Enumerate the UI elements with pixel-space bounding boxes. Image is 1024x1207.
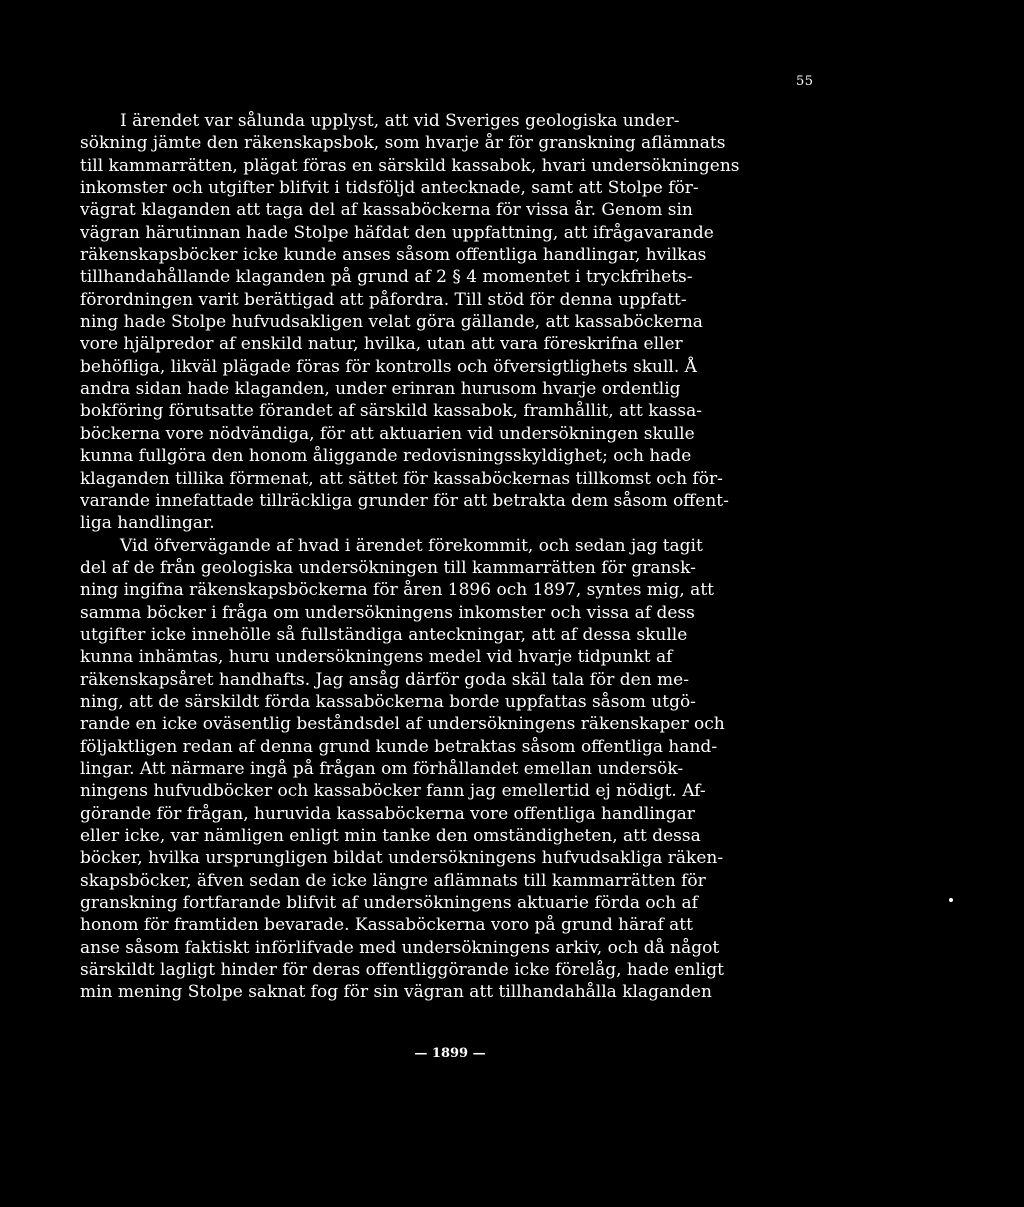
text-line: böckerna vore nödvändiga, för att aktuarien vid undersökningen skulle: [80, 423, 695, 444]
text-line: särskildt lagligt hinder för deras offentliggörande icke förelåg, hade enligt: [80, 960, 724, 981]
text-line: räkenskapsböcker icke kunde anses såsom offentliga handlingar, hvilkas: [80, 245, 707, 266]
text-line: vore hjälpredor af enskild natur, hvilka, utan att vara föreskrifna eller: [80, 334, 683, 355]
text-line: I ärendet var sålunda upplyst, att vid Sveriges geologiska under-: [120, 111, 680, 131]
text-line: eller icke, var nämligen enligt min tanke den omständigheten, att dessa: [80, 826, 701, 846]
text-line: till kammarrätten, plägat föras en särskild kassabok, hvari undersökningens: [80, 155, 740, 176]
text-line: kunna inhämtas, huru undersökningens medel vid hvarje tidpunkt af: [80, 647, 673, 668]
body-text: [80, 110, 822, 1004]
text-line: andra sidan hade klaganden, under erinran hurusom hvarje ordentlig: [80, 379, 681, 400]
text-line: ning hade Stolpe hufvudsakligen velat göra gällande, att kassaböckerna: [80, 312, 703, 333]
text-line: bokföring förutsatte förandet af särskild kassabok, framhållit, att kassa-: [80, 401, 703, 422]
text-line: skapsböcker, äfven sedan de icke längre aflämnats till kammarrätten för: [80, 870, 706, 891]
text-line: sökning jämte den räkenskapsbok, som hvarje år för granskning aflämnats: [80, 133, 726, 154]
text-line: vägrat klaganden att taga del af kassaböckerna för vissa år. Genom sin: [80, 200, 693, 221]
text-line: del af de från geologiska undersökningen till kammarrätten för gransk-: [80, 557, 696, 578]
speck-mark: [949, 898, 953, 902]
text-line: ningens hufvudböcker och kassaböcker fann jag emellertid ej nödigt. Af-: [80, 781, 706, 802]
text-line: liga handlingar.: [80, 513, 215, 534]
text-line: lingar. Att närmare ingå på frågan om förhållandet emellan undersök-: [80, 758, 684, 779]
text-line: samma böcker i fråga om undersökningens inkomster och vissa af dess: [80, 602, 695, 623]
year-footer: — 1899 —: [414, 1046, 486, 1061]
text-line: tillhandahållande klaganden på grund af 2 § 4 momentet i tryckfrihets-: [80, 267, 693, 288]
text-line: följaktligen redan af denna grund kunde betraktas såsom offentliga hand-: [80, 736, 718, 757]
text-line: görande för frågan, huruvida kassaböckerna vore offentliga handlingar: [80, 803, 695, 824]
text-line: klaganden tillika förmenat, att sättet för kassaböckernas tillkomst och för-: [80, 468, 723, 489]
text-line: varande innefattade tillräckliga grunder för att betrakta dem såsom offent-: [80, 490, 729, 511]
text-line: rande en icke oväsentlig beståndsdel af undersökningens räkenskaper och: [80, 714, 725, 735]
text-line: vägran härutinnan hade Stolpe häfdat den uppfattning, att ifrågavarande: [80, 222, 714, 243]
text-line: honom för framtiden bevarade. Kassaböckerna voro på grund häraf att: [80, 915, 693, 936]
text-line: Vid öfvervägande af hvad i ärendet förekommit, och sedan jag tagit: [120, 535, 703, 556]
text-line: böcker, hvilka ursprungligen bildat undersökningens hufvudsakliga räken-: [80, 848, 724, 869]
text-line: inkomster och utgifter blifvit i tidsföljd antecknade, samt att Stolpe för-: [80, 178, 699, 199]
text-line: anse såsom faktiskt införlifvade med undersökningens arkiv, och då något: [80, 937, 720, 958]
text-line: räkenskapsåret handhafts. Jag ansåg därför goda skäl tala för den me-: [80, 669, 689, 690]
text-line: granskning fortfarande blifvit af undersökningens aktuarie förda och af: [80, 893, 698, 914]
page-number: 55: [796, 74, 814, 89]
text-line: ning ingifna räkenskapsböckerna för åren 1896 och 1897, syntes mig, att: [80, 580, 714, 601]
text-line: förordningen varit berättigad att påfordra. Till stöd för denna uppfatt-: [80, 289, 687, 310]
text-line: min mening Stolpe saknat fog för sin vägran att tillhandahålla klaganden: [80, 982, 712, 1003]
text-line: ning, att de särskildt förda kassaböckerna borde uppfattas såsom utgö-: [80, 691, 696, 712]
text-line: utgifter icke innehölle så fullständiga anteckningar, att af dessa skulle: [80, 624, 688, 645]
text-line: behöfliga, likväl plägade föras för kontrolls och öfversigtlighets skull. Å: [80, 356, 697, 377]
text-line: kunna fullgöra den honom åliggande redovisningsskyldighet; och hade: [80, 446, 692, 467]
